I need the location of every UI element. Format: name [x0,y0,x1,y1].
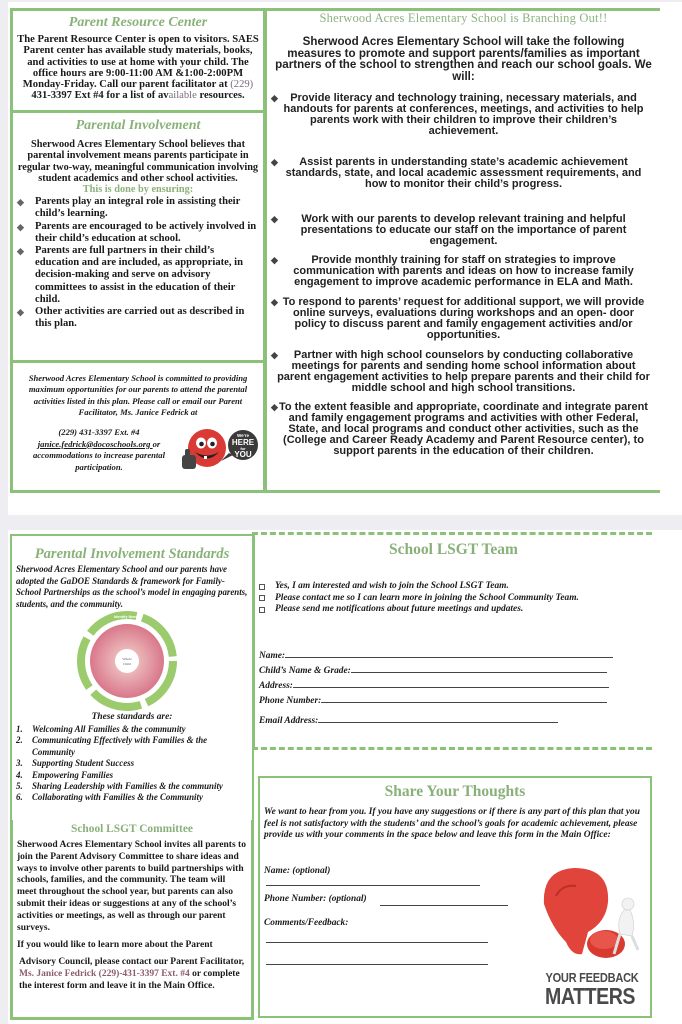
list-item: ◆ Parents are encouraged to be actively involved in their child’s education at school. [17,220,257,244]
checkbox-contact-me[interactable]: Please contact me so I can learn more in joining the School Community Team. [259,593,652,605]
comments-input-line[interactable] [266,942,488,943]
comments-label: Comments/Feedback: [264,918,349,928]
ensuring-list [13,195,263,330]
share-thoughts-form [258,776,652,1018]
checkbox-icon[interactable] [259,607,265,613]
list-item: ◆ Provide monthly training for staff on strategies to improve communication with parents and ideas on how to increase family engagement to improve academic performance in ELA and Math. [271,254,634,289]
svg-text:We're: We're [237,433,249,438]
checkbox-icon[interactable] [259,595,265,601]
name-optional-label: Name: (optional) [264,866,331,876]
partnership-cycle-diagram [72,611,182,711]
section-title: Sherwood Acres Elementary School is Branching Out!! [319,11,608,25]
svg-text:Whole: Whole [122,657,132,661]
list-item: 5. Sharing Leadership with Families & the community [16,781,223,792]
address-field[interactable]: Address: [259,676,652,691]
list-item: ◆ Provide literacy and technology training, necessary materials, and handouts for parents at conferences, meetings, and activities to help parents work with their children to improve their children’s achievement. [271,92,644,138]
contact-email-link[interactable]: janice.fedrick@docoschools.org [37,438,153,449]
flyer-page-1 [8,2,682,515]
section-title: Share Your Thoughts [384,783,526,800]
bullet-icon: ◆ [271,157,278,167]
contact-info: (229) 431-3397 Ext. #4 janice.fedrick@docoschools.org or accommodations to increase parental participation. [19,427,179,473]
bullet-icon: ◆ [271,402,278,413]
email-input-line[interactable] [318,722,558,723]
phone-field[interactable]: Phone Number: [259,691,652,706]
facilitator-contact: Ms. Janice Fedrick (229)-431-3397 Ext. #4 [19,968,190,979]
parental-involvement-section [10,113,266,363]
list-item: ◆ Parents play an integral role in assisting their child’s learning. [17,196,241,220]
branching-out-section [264,8,660,493]
standards-heading: These standards are: [91,712,173,722]
section-title: School LSGT Committee [71,823,193,835]
list-item: 4. Empowering Families [16,769,114,780]
name-optional-input-line[interactable] [266,885,480,886]
bullet-icon: ◆ [271,213,278,224]
bullet-icon: ◆ [17,221,24,232]
bullet-icon: ◆ [271,349,278,360]
address-input-line[interactable] [293,687,609,688]
list-item: ◆ Parents are full partners in their child’s education and are included, as appropriate, in decision-making and serve on advisory committees to assist in the education of their child. [17,245,243,305]
list-item: ◆ Partner with high school counselors by conducting collaborative meetings for parents and sending home school information about parent engagement activities to help prepare parents and their child for middle school and high school transitions. [271,348,650,394]
contact-phone: (229) 431-3397 Ext. #4 [58,427,140,437]
question-mark-figure-icon [532,864,648,968]
bullet-icon: ◆ [271,93,278,104]
standards-section [10,534,254,822]
email-field[interactable]: Email Address: [259,706,652,726]
lsgt-team-form [252,532,652,750]
phone-optional-input-line[interactable] [380,905,508,906]
section-title: Parent Resource Center [68,15,208,30]
section-intro: Sherwood Acres Elementary School and our parents have adopted the GaDOE Standards & framework for Family-School Partnerships as the school’s model in engaging parents, students, and the community. [16,564,248,609]
section-intro: Sherwood Acres Elementary School believes that parental involvement means parents participate in regular two-way, meaningful communication involving student academics and other school activities. [17,139,259,184]
list-item: 6. Collaborating with Families & the Community [16,792,203,803]
commitment-text: Sherwood Acres Elementary School is committed to providing maximum opportunities for our parents to attend the parental activities listed in this plan. Please call or email our Parent Facilitator, Ms. Janice Fedrick at [28,373,248,418]
feedback-line-2: MATTERS [544,983,636,1009]
checkbox-icon[interactable] [259,584,265,590]
phone-area-code: (229) [230,79,254,91]
child-name-grade-field[interactable]: Child’s Name & Grade: [259,661,652,676]
list-item: 1. Welcoming All Families & the community [16,724,186,734]
svg-text:YOU: YOU [234,450,252,459]
svg-text:for: for [240,446,246,451]
committee-paragraph: If you would like to learn more about the Parent [17,940,213,951]
section-body: The Parent Resource Center is open to visitors. SAES Parent center has available study materials, books, and activities to use at home with your child. The office hours are 9:00-11:00 AM &1:00-2:00PM Monday-Friday. Call our parent facilitator at (229) 431-3397 Ext #4 for a list of available resources. [17,34,259,102]
standards-list [16,724,248,804]
commitment-section [10,363,266,493]
list-item: ◆ Assist parents in understanding state’s academic achievement standards, state, and local academic assessment requirements, and how to monitor their child’s progress. [271,156,642,190]
section-title: Parental Involvement Standards [34,546,230,562]
lsgt-committee-section [10,820,254,1020]
bullet-icon: ◆ [17,197,24,208]
section-lead: Sherwood Acres Elementary School will take the following measures to promote and support parents/families as important partners of the school to strengthen and reach our school goals. We will: [275,35,652,83]
feedback-matters-graphic [532,864,648,1012]
bullet-icon: ◆ [17,246,24,256]
section-subheading: This is done by ensuring: [82,184,194,196]
list-item: 2. Communicating Effectively with Families & the Community [16,735,208,757]
list-item: ◆ To respond to parents’ request for additional support, we will provide online surveys, evaluations during workshops and an open- door policy to discuss parent and family engagement activities and/or opportunities. [271,296,645,341]
section-intro: We want to hear from you. If you have any suggestions or if there is any part of this plan that you feel is not satisfactory with the students’ and the school’s goals for academic achievement, please provide us with your comments in the space below and leave this form in the Main Office: [264,807,640,841]
parent-resource-center-section [10,8,266,113]
committee-paragraph: Advisory Council, please contact our Parent Facilitator, Ms. Janice Fedrick (229)-431-3397 Ext. #4 or complete the interest form and leave it in the Main Office. [19,957,245,991]
committee-paragraph: Sherwood Acres Elementary School invites all parents to join the Parent Advisory Committee to share ideas and ways to involve other parents to build partnerships with schools, families, and the community. The team will meet throughout the school year, but parents can also submit their ideas or suggestions at any of the school’s activities or meetings, as well as through our parent surveys. [17,840,246,933]
comments-input-line[interactable] [266,964,488,965]
name-field[interactable]: Name: [259,646,652,661]
child-input-line[interactable] [351,672,607,673]
checkbox-join-team[interactable]: Yes, I am interested and wish to join the School LSGT Team. [259,581,652,593]
list-item: 3. Supporting Student Success [16,758,135,769]
contact-fields [255,646,652,726]
phone-optional-label: Phone Number: (optional) [264,894,367,904]
list-item: ◆ Work with our parents to develop relevant training and helpful presentations to educate our staff on the importance of parent engagement. [271,212,627,247]
svg-text:Child: Child [123,662,131,666]
bullet-icon: ◆ [271,255,278,266]
list-item: ◆ Other activities are carried out as described in this plan. [17,306,245,330]
section-title: School LSGT Team [389,541,518,558]
phone-input-line[interactable] [321,702,607,703]
bullet-icon: ◆ [17,307,24,318]
flyer-page-2 [8,530,682,1024]
feedback-line-1: YOUR FEEDBACK [545,970,639,985]
list-item: ◆ To the extent feasible and appropriate, coordinate and integrate parent and family engagement programs and activities with other Federal, State, and local programs and conduct other activities, such as the (College and Career Ready Academy and Parent Resource center), to support parents in the education of their children. [271,401,648,458]
section-title: Parental Involvement [75,118,201,133]
bullet-icon: ◆ [271,297,278,308]
svg-text:HERE: HERE [231,438,255,447]
name-input-line[interactable] [285,657,613,658]
smiley-thumbs-up-icon [177,421,261,477]
svg-text:Identify Needs: Identify Needs [114,615,140,619]
interest-checkboxes [255,581,652,616]
checkbox-notifications[interactable]: Please send me notifications about future meetings and updates. [259,604,652,616]
